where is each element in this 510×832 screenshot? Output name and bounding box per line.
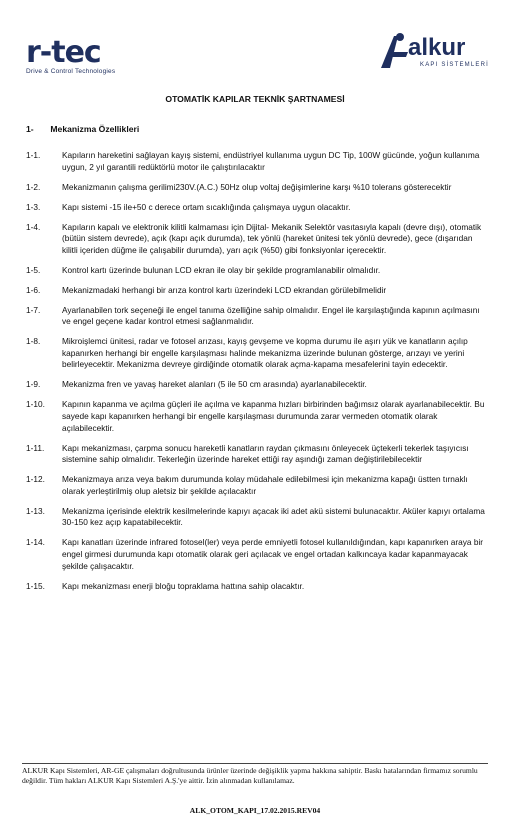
list-item-number: 1-4. xyxy=(26,221,41,232)
list-item xyxy=(26,305,486,328)
list-item-text: Kontrol kartı üzerinde bulunan LCD ekran ile olay bir şekilde programlanabilir olmalıdır. xyxy=(62,264,381,275)
footer-notice: ALKUR Kapı Sistemleri, AR-GE çalışmaları doğrultusunda ürünler üzerinde değişiklik yapma hakkına sahiptir. Baskı hatalarından firmamız sorumlu değildir. Tüm hakları ALKUR Kapı Sistemleri A.Ş.'ye aittir. İzin alınmadan kullanılamaz. xyxy=(22,766,478,785)
document-title: OTOMATİK KAPILAR TEKNİK ŞARTNAMESİ xyxy=(165,94,345,104)
list-item xyxy=(26,399,486,434)
list-item-number: 1-11. xyxy=(26,442,45,453)
list-item-text: Mekanizmadaki herhangi bir arıza kontrol kartı üzerindeki LCD ekrandan görülebilmelidir xyxy=(62,284,387,295)
alkur-logo-mark-icon xyxy=(378,30,412,70)
list-item-text: Mekanizmanın çalışma gerilimi230V.(A.C.) 50Hz olup voltaj değişimlerine karşı %10 tolerans gösterecektir xyxy=(62,181,452,192)
list-item-text: Mekanizmaya arıza veya bakım durumunda kolay müdahale edilebilmesi için mekanizma kapağı üstten tırnaklı olarak yerleştirilmiş olup aletsiz bir şekilde açılacaktır xyxy=(62,474,468,496)
list-item-number: 1-2. xyxy=(26,181,41,192)
document-code: ALK_OTOM_KAPI_17.02.2015.REV04 xyxy=(189,806,321,815)
list-item-number: 1-5. xyxy=(26,264,41,275)
list-item-number: 1-15. xyxy=(26,580,45,591)
list-item-text: Kapı mekanizması enerji bloğu topraklama hattına sahip olacaktır. xyxy=(62,580,305,591)
alkur-logo xyxy=(378,30,490,74)
section-title: Mekanizma Özellikleri xyxy=(50,124,140,134)
section-heading xyxy=(26,124,139,134)
list-item-number: 1-13. xyxy=(26,505,45,516)
list-item xyxy=(26,379,486,391)
list-item-number: 1-3. xyxy=(26,201,41,212)
list-item-number: 1-9. xyxy=(26,379,41,390)
list-item-text: Mekanizma içerisinde elektrik kesilmelerinde kapıyı açacak iki adet akü sistemi bulunacaktır. Aküler kapıyı ortalama 30-150 kez açıp kapatabilecektir. xyxy=(62,505,485,528)
rtec-logo xyxy=(26,35,156,78)
list-item xyxy=(26,537,486,572)
list-item-text: Mekanizma fren ve yavaş hareket alanları (5 ile 50 cm arasında) ayarlanabilecektir. xyxy=(62,379,367,390)
list-item xyxy=(26,202,486,214)
section-number: 1- xyxy=(26,124,34,134)
rtec-logo-word: r-tec xyxy=(26,35,101,70)
list-item-number: 1-8. xyxy=(26,336,41,347)
list-item xyxy=(26,506,486,529)
list-item-number: 1-1. xyxy=(26,150,41,160)
alkur-logo-word: alkur xyxy=(408,34,466,61)
specification-list xyxy=(26,150,486,600)
list-item-text: Kapıların kapalı ve elektronik kilitli kalmaması için Dijital- Mekanik Selektör vasıtasıyla kapalı (devre dışı), otomatik (bütün sistem devrede), açık (kapı açık durumda), tek yönlü (hareket ünitesi tek yönlü devrede), gece (dışarıdan kilitli içeriden düğme ile çalışabilir durumda), yarı açık (%50) gibi fonksiyonlar içerecektir. xyxy=(62,221,482,255)
list-item-number: 1-6. xyxy=(26,284,41,295)
list-item xyxy=(26,150,486,173)
list-item xyxy=(26,265,486,277)
list-item xyxy=(26,336,486,371)
list-item-text: Kapı sistemi -15 ile+50 c derece ortam sıcaklığında çalışmaya uygun olacaktır. xyxy=(62,201,351,212)
list-item-text: Mikroişlemci ünitesi, radar ve fotosel arızası, kayış gevşeme ve kopma durumu ile aşırı yük ve kanatların açılıp kapanırken herhangi bir engelle karşılaşması halinde mekanizma üzerinde bulunan gösterge, arızayı ve yerini belirleyecektir. Mekanizma devreye girdiğinde otomatik olarak açma-kapama mesafelerini tayin edecektir. xyxy=(62,336,468,370)
list-item-number: 1-14. xyxy=(26,537,45,548)
list-item-number: 1-10. xyxy=(26,399,45,410)
list-item xyxy=(26,474,486,497)
alkur-logo-subtitle: KAPI SİSTEMLERİ xyxy=(420,62,490,68)
rtec-logo-subtitle: Drive & Control Technologies xyxy=(26,68,116,75)
list-item-text: Ayarlanabilen tork seçeneği ile engel tanıma özelliğine sahip olmalıdır. Engel ile karşılaştığında kapının açılmasını ve engel geçene kadar kontrol etmesi sağlanmalıdır. xyxy=(62,304,480,327)
list-item xyxy=(26,443,486,466)
list-item-text: Kapıların hareketini sağlayan kayış sistemi, endüstriyel kullanıma uygun DC Tip, 100W gücünde, yoğun kullanıma uygun, 2 yıl garantili redüktörlü motor ile çalıştırılacaktır xyxy=(62,150,480,172)
list-item-text: Kapının kapanma ve açılma güçleri ile açılma ve kapanma hızları birbirinden bağımsız olarak ayarlanabilecektir. Bu sayede kapı kapanırken herhangi bir engelle karşılaşması durumunda zarar vermeden otomatik olarak açılabilecektir. xyxy=(62,399,485,433)
list-item xyxy=(26,222,486,257)
list-item xyxy=(26,581,486,593)
footer-divider xyxy=(22,763,488,764)
list-item-number: 1-7. xyxy=(26,304,41,315)
list-item xyxy=(26,285,486,297)
list-item-text: Kapı kanatları üzerinde infrared fotosel(ler) veya perde emniyetli fotosel kullanıldığından, kapı kapanırken araya bir engel girmesi durumunda kapı otomatik olarak geri açılacak ve engel ortadan kalkıncaya kadar kapanmayacak şekilde çalışacaktır. xyxy=(62,537,484,571)
list-item xyxy=(26,182,486,194)
list-item-text: Kapı mekanizması, çarpma sonucu hareketli kanatların raydan çıkmasını önleyecek üçtekerli tekerlek taşıyıcısı sistemine sahip olmalıdır. Tekerleğin üzerinde hareket ettiği ray aşındığı zaman değiştirilebilecektir xyxy=(62,442,469,465)
list-item-number: 1-12. xyxy=(26,474,45,485)
